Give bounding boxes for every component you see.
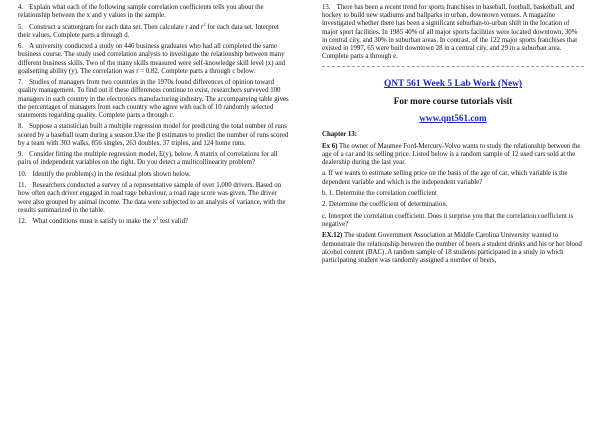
- question-9: [18, 151, 290, 167]
- question-number: 10.: [18, 170, 27, 178]
- question-13: [322, 4, 584, 61]
- question-number: 13.: [322, 4, 331, 11]
- exercise-label: Ex 6): [322, 142, 338, 150]
- dashed-divider: [322, 66, 584, 67]
- question-text: A university conducted a study on 446 business graduates who had all completed the same business course. The study used correlation analysis to investigate the relationship between many different business skills. Two of the many skills measured were self-knowledge skill level (x) and goalsetting ability (y). The correlation was r = 0.82. Complete parts a through c below.: [18, 43, 286, 75]
- question-text: Explain what each of the following sample correlation coefficients tells you about the relationship between the x and y values in the sample.: [18, 4, 264, 20]
- question-number: 4.: [18, 4, 24, 11]
- exercise-text: The owner of Maumee Ford-Mercury-Volvo wants to study the relationship between the age of a car and its selling price. Listed below is a random sample of 12 used cars sold at the dealership during the last year.: [322, 142, 581, 167]
- superscript: 2: [203, 21, 206, 27]
- website-link[interactable]: www.qnt561.com: [419, 113, 487, 124]
- question-number: 6.: [18, 43, 24, 51]
- question-number: 5.: [18, 23, 24, 31]
- course-subtitle: For more course tutorials visit: [393, 96, 513, 107]
- exercise-text: The student Government Association at Middle Carolina University wanted to demonstrate the relationship between the number of beers a student drinks and his or her blood alcohol content (BAC). A random sample of 18 students participated in a study in which participating student was randomly assigned a number of beers,: [322, 232, 582, 264]
- question-5: [18, 21, 290, 40]
- exercise-6-part-a: a. If we wants to estimate selling price on the basis of the age of car, which variable is the dependent variable and which is the independent variable?: [322, 170, 568, 186]
- question-text: Identify the problem(s) in the residual plots shown below.: [32, 170, 191, 178]
- question-8: [18, 123, 290, 148]
- question-text: Construct a scattergram for each data set. Then calculate r and r: [29, 23, 204, 31]
- question-text: Studies of managers from two countries in the 1970s found differences of opinion toward quality management. To find out if these differences continue to exist, researchers surveyed 100 managers in each country in the electronics manufacturing industry. The accompanying table gives the percentages of managers from each country who agree with each of 10 randomly selected statements regarding quality. Complete parts a through c.: [18, 79, 289, 119]
- question-text: Researchers conducted a survey of a representative sample of over 1,000 drivers. Based on how often each driver engaged in road rage behaviour, a road rage score was given. The driver were also grouped by animal income. The data were subjected to an analysis of variance, with the results summarized in the table.: [18, 182, 286, 214]
- right-column: [322, 4, 584, 268]
- question-number: 9.: [18, 151, 24, 159]
- exercise-6-part-c: c. Interpret the correlation coefficient. Does it surprise you that the correlation coefficient is negative?: [322, 212, 574, 228]
- left-column: [18, 4, 290, 230]
- superscript: 2: [156, 215, 159, 221]
- question-text: There has been a recent trend for sports franchises in baseball, football, basketball, and hockey to build new stadiums and ballparks in urban, downtown venues. A magazine investigated whether there has been a significant suburban-to-urban shift in the location of major sport facilities. In 1985 40% of all major sports facilities were located downtown, 30% in central city, and 30% in suburban areas. In contrast, of the 122 major sports franchises that existed in 1997, 65 were built downtown 28 in a central city, and 29 in a suburban area. Complete parts a through e.: [322, 4, 578, 61]
- exercise-6: [322, 143, 584, 168]
- question-text: Suppose a statistician built a multiple regression model for predicting the total number of runs scored by a baseball team during a season.Use the β estimates to predict the number of runs scored by a team with 303 walks, 856 singles, 263 doubles, 37 triples, and 124 home runs.: [18, 123, 289, 147]
- question-text-continued: for each data set. Interpret their values. Complete parts a through d.: [18, 23, 279, 39]
- question-11: [18, 182, 290, 215]
- question-text: What conditions must n satisfy to make the x: [32, 218, 157, 226]
- exercise-label: EX.12): [322, 232, 343, 240]
- question-number: 12.: [18, 218, 27, 226]
- question-4: [18, 4, 290, 20]
- exercise-12: [322, 232, 584, 265]
- question-number: 8.: [18, 123, 24, 131]
- question-text: Consider fitting the multiple regression model, E(y), below. A matrix of correlations for all pairs of independent variables on the right. Do you detect a multicollinearity problem?: [18, 151, 278, 167]
- chapter-heading: Chapter 13:: [322, 131, 358, 139]
- exercise-6-part-2: 2. Determine the coefficient of determination.: [322, 201, 448, 209]
- exercise-6-part-b: b. 1. Determine the correlation coefficient: [322, 190, 437, 198]
- question-12: [18, 215, 290, 226]
- question-number: 7.: [18, 79, 24, 87]
- question-number: 11.: [18, 182, 27, 190]
- question-6: [18, 43, 290, 76]
- question-10: [18, 171, 290, 179]
- question-text-continued: test valid?: [158, 218, 189, 226]
- question-7: [18, 79, 290, 120]
- course-title-link[interactable]: QNT 561 Week 5 Lab Work (New): [383, 79, 523, 90]
